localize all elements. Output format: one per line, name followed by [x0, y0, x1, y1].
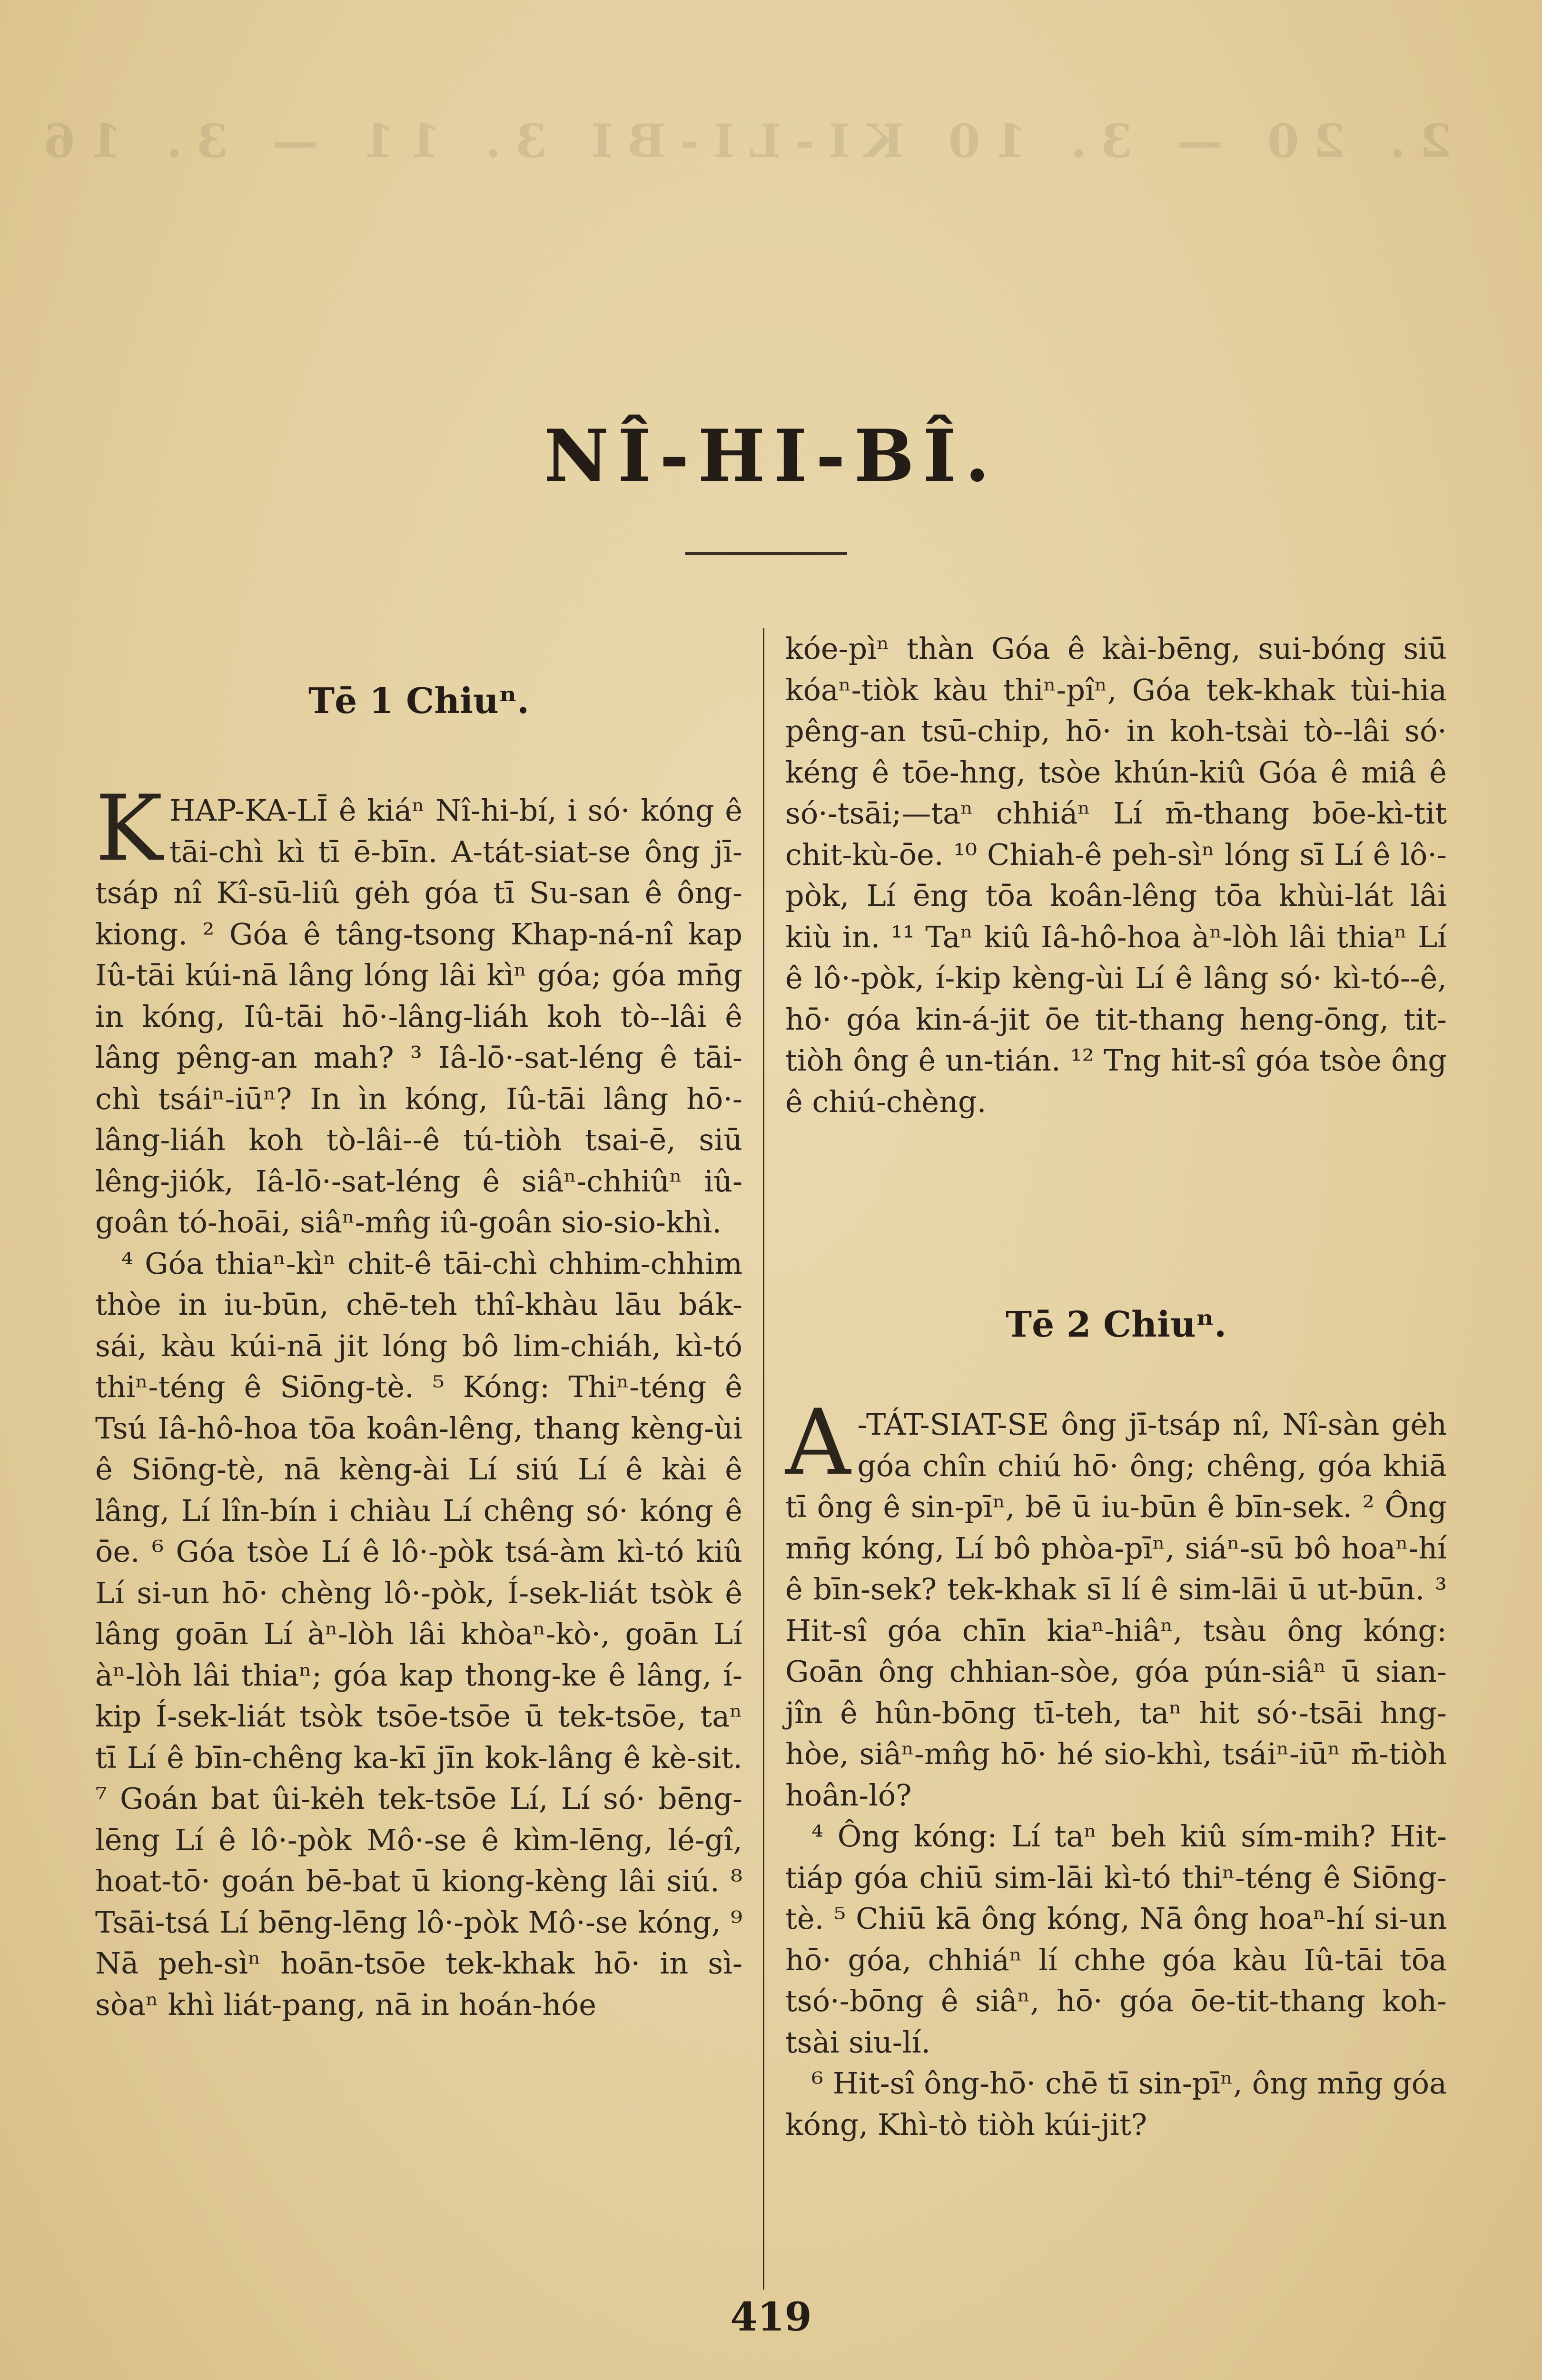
page-number: 419 — [730, 2294, 812, 2340]
chapter-1-continued-paragraph: kóe-pìⁿ thàn Góa ê kài-bēng, sui-bóng siū kóaⁿ-tiòk kàu thiⁿ-pîⁿ, Góa tek-khak tùi-hia pêng-an tsū-chip, hō· in koh-tsài tò--lâi só· kéng ê tōe-hng, tsòe khún-kiû Góa ê miâ ê só·-tsāi;—taⁿ chhiáⁿ Lí m̄-thang bōe-kì-tit chit-kù-ōe. ¹⁰ Chiah-ê peh-sìⁿ lóng sī Lí ê lô·-pòk, Lí ēng tōa koân-lêng tōa khùi-lát lâi kiù in. ¹¹ Taⁿ kiû Iâ-hô-hoa àⁿ-lòh lâi thiaⁿ Lí ê lô·-pòk, í-kip kèng-ùi Lí ê lâng só· kì-tó--ê, hō· góa kin-á-jit ōe tit-thang heng-ōng, tit-tiòh ông ê un-tián. ¹² Tng hit-sî góa tsòe ông ê chiú-chèng. — [785, 631, 1447, 1119]
chapter-2-heading: Tē 2 Chiuⁿ. — [1006, 1304, 1226, 1345]
chapter-2-paragraph-2: ⁴ Ông kóng: Lí taⁿ beh kiû sím-mih? Hit-tiáp góa chiū sim-lāi kì-tó thiⁿ-téng ê Siōng-tè. ⁵ Chiū kā ông kóng, Nā ông hoaⁿ-hí si-un hō· góa, chhiáⁿ lí chhe góa kàu Iû-tāi tōa tsó·-bōng ê siâⁿ, hō· góa ōe-tit-thang koh-tsài siu-lí. — [785, 1819, 1447, 2060]
chapter-2-paragraph-1 — [785, 1390, 1447, 1816]
right-column-top — [785, 628, 1447, 1261]
chapter-1-heading: Tē 1 Chiuⁿ. — [308, 681, 529, 722]
dropcap-a: A — [785, 1390, 851, 1495]
column-divider — [763, 628, 764, 2290]
title-rule — [685, 552, 847, 555]
chapter-2-text-1: -TÁT-SIAT-SE ông jī-tsáp nî, Nî-sàn gėh góa chîn chiú hō· ông; chêng, góa khiā tī ông ê sin-pīⁿ, bē ū iu-būn ê bīn-sek. ² Ông mn̄g kóng, Lí bô phòa-pīⁿ, siáⁿ-sū bô hoaⁿ-hí ê bīn-sek? tek-khak sī lí ê sim-lāi ū ut-būn. ³ Hit-sî góa chīn kiaⁿ-hiâⁿ, tsàu ông kóng: Goān ông chhian-sòe, góa pún-siâⁿ ū sian-jîn ê hûn-bōng tī-teh, taⁿ hit só·-tsāi hng-hòe, siâⁿ-mn̂g hō· hé sio-khì, tsáiⁿ-iūⁿ m̄-tiòh hoân-ló? — [785, 1407, 1447, 1813]
left-column — [95, 776, 742, 2294]
chapter-2-paragraph-3: ⁶ Hit-sî ông-hō· chē tī sin-pīⁿ, ông mn̄g góa kóng, Khì-tò tiòh kúi-jit? — [785, 2066, 1447, 2142]
dropcap-k: K — [95, 776, 163, 881]
chapter-1-paragraph-1 — [95, 776, 742, 1243]
right-column-bottom — [785, 1390, 1447, 2294]
book-title: NÎ-HI-BÎ. — [544, 414, 998, 498]
show-through-header: 2. 20 — 3. 10 KI-LI-BI 3. 11 — 3. 16 — [30, 114, 1452, 168]
chapter-1-paragraph-2: ⁴ Góa thiaⁿ-kìⁿ chit-ê tāi-chì chhim-chhim thòe in iu-būn, chē-teh thî-khàu lāu bák-sái, kàu kúi-nā jit lóng bô lim-chiáh, kì-tó thiⁿ-téng ê Siōng-tè. ⁵ Kóng: Thiⁿ-téng ê Tsú Iâ-hô-hoa tōa koân-lêng, thang kèng-ùi ê Siōng-tè, nā kèng-ài Lí siú Lí ê kài ê lâng, Lí lîn-bín i chiàu Lí chêng só· kóng ê ōe. ⁶ Góa tsòe Lí ê lô·-pòk tsá-àm kì-tó kiû Lí si-un hō· chèng lô·-pòk, Í-sek-liát tsòk ê lâng goān Lí àⁿ-lòh lâi khòaⁿ-kò·, goān Lí àⁿ-lòh lâi thiaⁿ; góa kap thong-ke ê lâng, í-kip Í-sek-liát tsòk tsōe-tsōe ū tek-tsōe, taⁿ tī Lí ê bīn-chêng ka-kī jīn kok-lâng ê kè-sit. ⁷ Goán bat ûi-kėh tek-tsōe Lí, Lí só· bēng-lēng Lí ê lô·-pòk Mô·-se ê kìm-lēng, lé-gî, hoat-tō· goán bē-bat ū kiong-kèng lâi siú. ⁸ Tsāi-tsá Lí bēng-lēng lô·-pòk Mô·-se kóng, ⁹ Nā peh-sìⁿ hoān-tsōe tek-khak hō· in sì-sòaⁿ khì liát-pang, nā in hoán-hóe — [95, 1246, 742, 2022]
chapter-1-text-1: HAP-KA-LĪ ê kiáⁿ Nî-hi-bí, i só· kóng ê tāi-chì kì tī ē-bīn. A-tát-siat-se ông jī-tsáp nî Kî-sū-liû gėh góa tī Su-san ê ông-kiong. ² Góa ê tâng-tsong Khap-ná-nî kap Iû-tāi kúi-nā lâng lóng lâi kìⁿ góa; góa mn̄g in kóng, Iû-tāi hō·-lâng-liáh koh tò--lâi ê lâng pêng-an mah? ³ Iâ-lō·-sat-léng ê tāi-chì tsáiⁿ-iūⁿ? In ìn kóng, Iû-tāi lâng hō·-lâng-liáh koh tò-lâi--ê tú-tiòh tsai-ē, siū lêng-jiók, Iâ-lō·-sat-léng ê siâⁿ-chhiûⁿ iû-goân tó-hoāi, siâⁿ-mn̂g iû-goân sio-sio-khì. — [95, 793, 742, 1240]
